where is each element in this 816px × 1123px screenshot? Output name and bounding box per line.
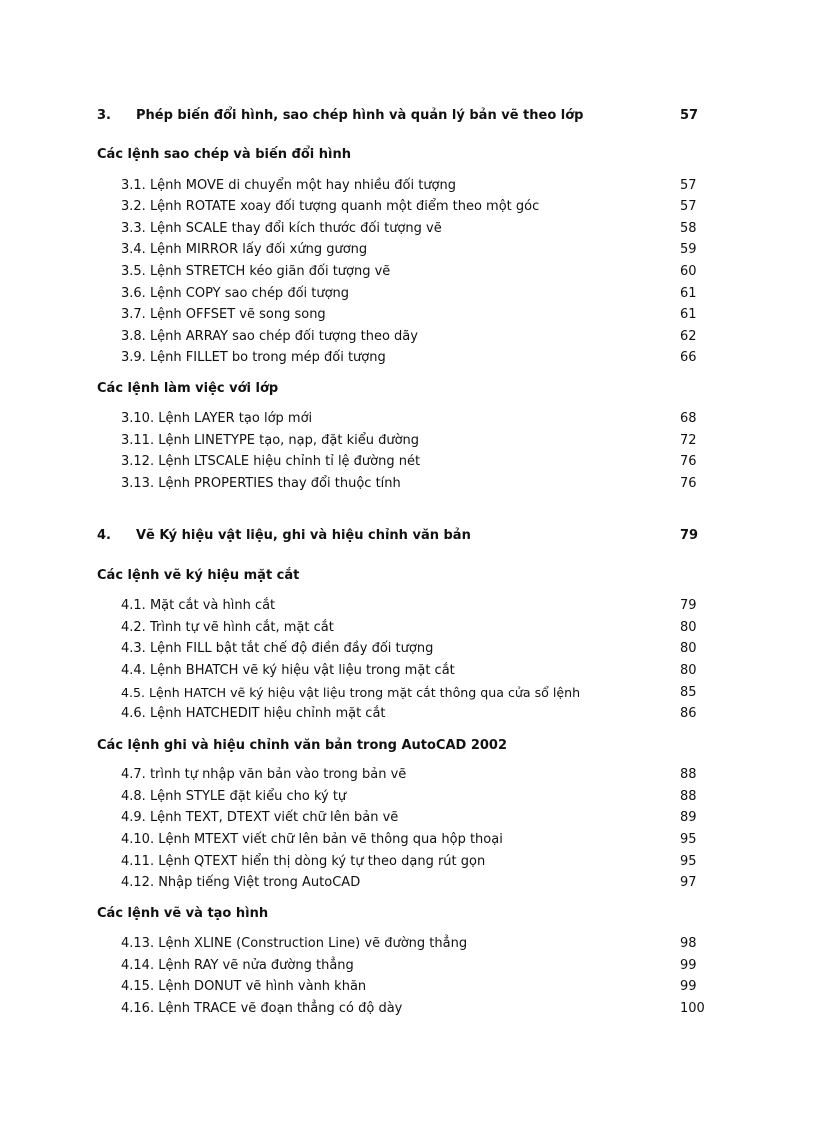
entry-title: 3.2. Lệnh ROTATE xoay đối tượng quanh một điểm theo một góc: [121, 199, 540, 214]
toc-entry[interactable]: [0, 832, 816, 852]
toc-entry[interactable]: [0, 810, 816, 830]
entry-title: 4.3. Lệnh FILL bật tắt chế độ điền đầy đối tượng: [121, 641, 434, 656]
entry-page-number: 95: [680, 854, 697, 869]
toc-entry[interactable]: [0, 178, 816, 198]
entry-page-number: 60: [680, 264, 697, 279]
entry-title: 4.11. Lệnh QTEXT hiển thị dòng ký tự theo dạng rút gọn: [121, 854, 486, 869]
entry-title: 3.6. Lệnh COPY sao chép đối tượng: [121, 286, 350, 301]
entry-title: 4.5. Lệnh HATCH vẽ ký hiệu vật liệu trong mặt cắt thông qua cửa sổ lệnh: [121, 685, 581, 700]
entry-page-number: 89: [680, 810, 697, 825]
entry-page-number: 57: [680, 178, 697, 193]
toc-entry[interactable]: [0, 1001, 816, 1021]
entry-title: 3.12. Lệnh LTSCALE hiệu chỉnh tỉ lệ đường nét: [121, 454, 421, 469]
section-heading[interactable]: [0, 906, 816, 926]
chapter-heading[interactable]: [0, 528, 816, 548]
entry-title: 3.5. Lệnh STRETCH kéo giãn đối tượng vẽ: [121, 264, 391, 279]
section-title: Các lệnh làm việc với lớp: [97, 381, 279, 396]
chapter-title: Vẽ Ký hiệu vật liệu, ghi và hiệu chỉnh văn bản: [136, 528, 471, 543]
entry-page-number: 68: [680, 411, 697, 426]
entry-title: 4.10. Lệnh MTEXT viết chữ lên bản vẽ thông qua hộp thoại: [121, 832, 503, 847]
entry-page-number: 59: [680, 242, 697, 257]
entry-page-number: 85: [680, 685, 697, 700]
toc-entry[interactable]: [0, 663, 816, 683]
entry-title: 3.1. Lệnh MOVE di chuyển một hay nhiều đối tượng: [121, 178, 457, 193]
toc-entry[interactable]: [0, 264, 816, 284]
section-title: Các lệnh ghi và hiệu chỉnh văn bản trong AutoCAD 2002: [97, 738, 508, 753]
chapter-page-number: 57: [680, 108, 699, 123]
entry-page-number: 80: [680, 663, 697, 678]
toc-entry[interactable]: [0, 706, 816, 726]
entry-title: 3.8. Lệnh ARRAY sao chép đối tượng theo dãy: [121, 329, 418, 344]
chapter-page-number: 79: [680, 528, 699, 543]
entry-page-number: 66: [680, 350, 697, 365]
entry-title: 4.6. Lệnh HATCHEDIT hiệu chỉnh mặt cắt: [121, 706, 386, 721]
entry-page-number: 61: [680, 286, 697, 301]
toc-entry[interactable]: [0, 598, 816, 618]
entry-page-number: 80: [680, 620, 697, 635]
toc-entry[interactable]: [0, 307, 816, 327]
entry-title: 4.9. Lệnh TEXT, DTEXT viết chữ lên bản vẽ: [121, 810, 399, 825]
toc-entry[interactable]: [0, 641, 816, 661]
toc-entry[interactable]: [0, 958, 816, 978]
toc-entry[interactable]: [0, 433, 816, 453]
entry-page-number: 62: [680, 329, 697, 344]
entry-title: 3.10. Lệnh LAYER tạo lớp mới: [121, 411, 313, 426]
entry-page-number: 100: [680, 1001, 705, 1016]
entry-title: 4.4. Lệnh BHATCH vẽ ký hiệu vật liệu trong mặt cắt: [121, 663, 455, 678]
entry-page-number: 76: [680, 454, 697, 469]
entry-title: 4.13. Lệnh XLINE (Construction Line) vẽ đường thẳng: [121, 936, 468, 951]
entry-title: 4.12. Nhập tiếng Việt trong AutoCAD: [121, 875, 361, 890]
toc-entry[interactable]: [0, 329, 816, 349]
entry-title: 4.14. Lệnh RAY vẽ nửa đường thẳng: [121, 958, 354, 973]
toc-entry[interactable]: [0, 854, 816, 874]
chapter-heading[interactable]: [0, 108, 816, 128]
section-title: Các lệnh sao chép và biến đổi hình: [97, 147, 352, 162]
toc-entry[interactable]: [0, 199, 816, 219]
entry-title: 4.7. trình tự nhập văn bản vào trong bản vẽ: [121, 767, 407, 782]
toc-entry[interactable]: [0, 685, 816, 705]
entry-title: 4.1. Mặt cắt và hình cắt: [121, 598, 276, 613]
entry-title: 4.16. Lệnh TRACE vẽ đoạn thẳng có độ dày: [121, 1001, 403, 1016]
chapter-number: 4.: [97, 528, 111, 543]
toc-entry[interactable]: [0, 221, 816, 241]
entry-page-number: 72: [680, 433, 697, 448]
entry-title: 3.13. Lệnh PROPERTIES thay đổi thuộc tính: [121, 476, 401, 491]
toc-entry[interactable]: [0, 350, 816, 370]
toc-entry[interactable]: [0, 767, 816, 787]
entry-page-number: 61: [680, 307, 697, 322]
toc-entry[interactable]: [0, 242, 816, 262]
entry-page-number: 99: [680, 979, 697, 994]
toc-entry[interactable]: [0, 411, 816, 431]
entry-page-number: 79: [680, 598, 697, 613]
entry-page-number: 88: [680, 767, 697, 782]
section-heading[interactable]: [0, 568, 816, 588]
entry-title: 3.9. Lệnh FILLET bo trong mép đối tượng: [121, 350, 386, 365]
chapter-title: Phép biến đổi hình, sao chép hình và quản lý bản vẽ theo lớp: [136, 108, 584, 123]
toc-entry[interactable]: [0, 476, 816, 496]
toc-entry[interactable]: [0, 936, 816, 956]
toc-entry[interactable]: [0, 620, 816, 640]
entry-page-number: 80: [680, 641, 697, 656]
entry-title: 4.15. Lệnh DONUT vẽ hình vành khăn: [121, 979, 367, 994]
entry-page-number: 76: [680, 476, 697, 491]
chapter-number: 3.: [97, 108, 111, 123]
entry-page-number: 86: [680, 706, 697, 721]
entry-title: 3.3. Lệnh SCALE thay đổi kích thước đối tượng vẽ: [121, 221, 442, 236]
section-title: Các lệnh vẽ và tạo hình: [97, 906, 269, 921]
entry-page-number: 88: [680, 789, 697, 804]
entry-title: 3.7. Lệnh OFFSET vẽ song song: [121, 307, 326, 322]
section-heading[interactable]: [0, 147, 816, 167]
entry-page-number: 99: [680, 958, 697, 973]
toc-entry[interactable]: [0, 789, 816, 809]
toc-entry[interactable]: [0, 454, 816, 474]
toc-entry[interactable]: [0, 286, 816, 306]
entry-title: 4.8. Lệnh STYLE đặt kiểu cho ký tự: [121, 789, 347, 804]
entry-title: 3.11. Lệnh LINETYPE tạo, nạp, đặt kiểu đường: [121, 433, 420, 448]
section-heading[interactable]: [0, 738, 816, 758]
toc-entry[interactable]: [0, 875, 816, 895]
entry-title: 3.4. Lệnh MIRROR lấy đối xứng gương: [121, 242, 368, 257]
entry-page-number: 98: [680, 936, 697, 951]
toc-entry[interactable]: [0, 979, 816, 999]
entry-page-number: 57: [680, 199, 697, 214]
entry-page-number: 95: [680, 832, 697, 847]
entry-title: 4.2. Trình tự vẽ hình cắt, mặt cắt: [121, 620, 334, 635]
entry-page-number: 97: [680, 875, 697, 890]
section-title: Các lệnh vẽ ký hiệu mặt cắt: [97, 568, 300, 583]
section-heading[interactable]: [0, 381, 816, 401]
entry-page-number: 58: [680, 221, 697, 236]
